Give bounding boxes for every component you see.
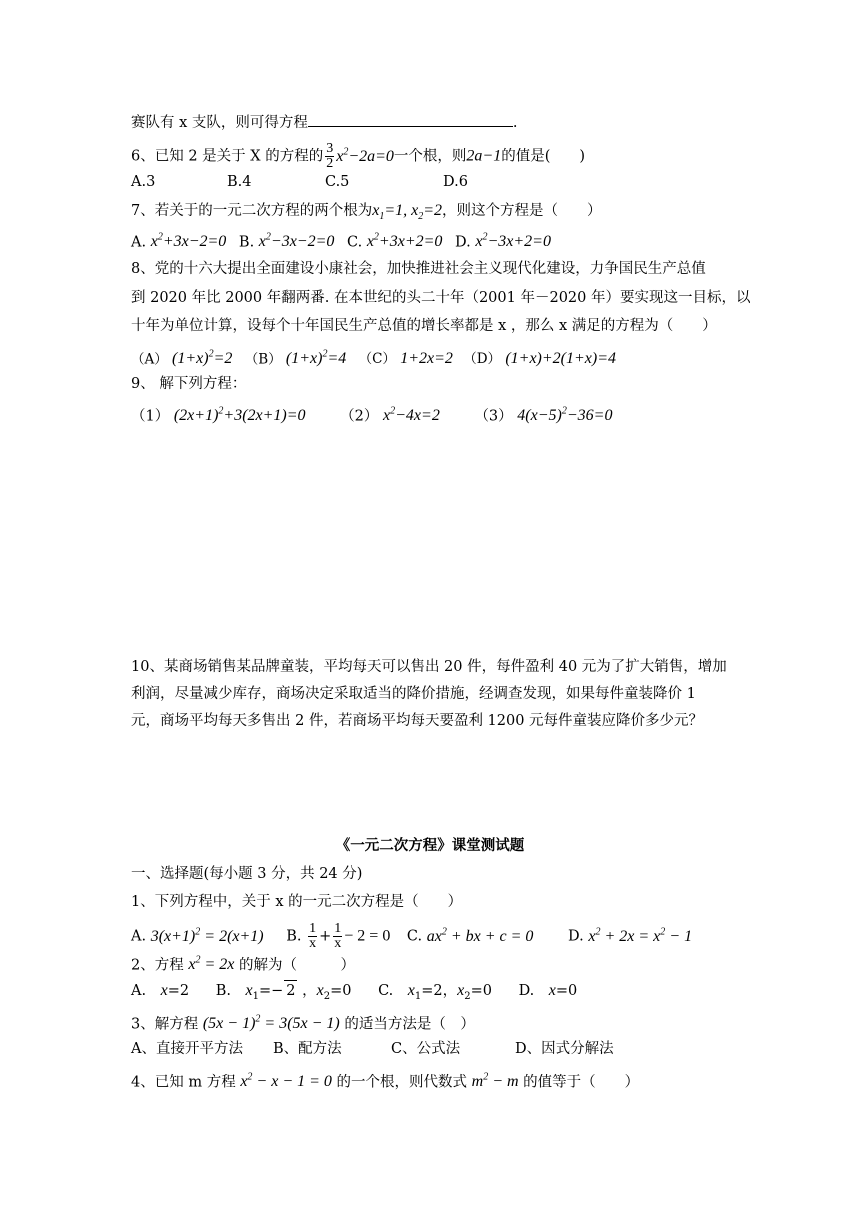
s2-question-1-options xyxy=(131,922,692,951)
answer-blank[interactable] xyxy=(308,112,513,127)
q7-option-a[interactable]: A. $x^2+3x-2=0$ xyxy=(131,232,227,251)
q7-tail: ，则这个方程是（ ） xyxy=(442,203,602,219)
q6-text-c: 的值是( ) xyxy=(501,148,586,165)
question-9-items xyxy=(131,402,612,426)
q9-item-2: （2） $x^2-4x=2$ xyxy=(340,406,440,425)
q6-equation: $x^2-2a=0$ xyxy=(336,146,394,165)
s2-q3-option-a[interactable]: A、直接开平方法 xyxy=(131,1041,243,1057)
question-8-line-3: 十年为单位计算，设每个十年国民生产总值的增长率都是 x ，那么 x 满足的方程为（ ） xyxy=(131,318,717,334)
question-10-line-3: 元，商场平均每天多售出 2 件，若商场平均每天要盈利 1200 元每件童装应降价多少元？ xyxy=(131,713,704,729)
q7-option-c[interactable]: C. $x^2+3x+2=0$ xyxy=(347,232,443,251)
s2-q3-option-b[interactable]: B、配方法 xyxy=(273,1041,342,1057)
s2-q1-option-b[interactable]: B. $\frac{1}{x}$ + $\frac{1}{x}$ − 2 = 0 xyxy=(286,921,391,951)
q9-item-3: （3） $4(x-5)^2-36=0$ xyxy=(474,406,613,425)
q5-text: 赛队有 x 支队，则可得方程 xyxy=(131,115,308,131)
q7-option-b[interactable]: B. $x^2-3x-2=0$ xyxy=(238,232,335,251)
fraction-3-2: $\frac{3}{2}$ xyxy=(326,141,334,171)
s2-question-2-options xyxy=(131,980,577,1007)
s2-q1-option-c[interactable]: C. $ax^2$ + bx + c = 0 xyxy=(406,926,534,945)
s2-q2-option-c[interactable]: C. $x_1=2$，$x_2=0$ xyxy=(378,982,492,1002)
question-8-line-2: 到 2020 年比 2000 年翻两番. 在本世纪的头二十年（2001 年－2020 年）要实现这一目标，以 xyxy=(131,290,751,306)
s2-q1-option-a[interactable]: A. $3(x+1)^2 = 2(x+1)$ xyxy=(131,926,264,945)
question-5-tail xyxy=(131,112,518,133)
q6-text-a: 6、已知 2 是关于 X 的方程的 xyxy=(131,148,324,165)
q6-option-a[interactable]: A.3 xyxy=(131,174,156,190)
q6-option-c[interactable]: C.5 xyxy=(325,174,350,190)
s2-q3-option-c[interactable]: C、公式法 xyxy=(391,1041,461,1057)
s2-q2-option-a[interactable]: A. x=2 xyxy=(131,982,190,999)
s2-q2-option-d[interactable]: D. x=0 xyxy=(518,982,578,999)
s2-q1-option-d[interactable]: D. $x^2 + 2x = x^2 - 1$ xyxy=(568,926,693,945)
q6-text-b: 一个根，则 xyxy=(393,148,467,165)
section-title: 《一元二次方程》课堂测试题 xyxy=(335,837,525,854)
question-7 xyxy=(131,201,602,227)
q9-item-1: （1） $(2x+1)^2+3(2x+1)=0$ xyxy=(131,406,306,425)
question-8-options xyxy=(131,345,616,369)
q5-period: . xyxy=(512,115,518,131)
question-10-line-2: 利润，尽量减少库存，商场决定采取适当的降价措施，经调查发现，如果每件童装降价 1 xyxy=(131,686,696,702)
question-7-options xyxy=(131,228,551,252)
s2-question-1: 1、下列方程中，关于 x 的一元二次方程是（ ） xyxy=(131,894,463,910)
question-6 xyxy=(131,142,585,171)
q8-option-d[interactable]: （D） (1+x)+2(1+x)=4 xyxy=(463,350,617,368)
q7-option-d[interactable]: D. $x^2-3x+2=0$ xyxy=(455,232,551,251)
s2-question-2: 2、方程 $x^2 = 2x$ 的解为（ ） xyxy=(131,955,355,974)
q6-option-b[interactable]: B.4 xyxy=(227,174,252,190)
question-8-line-1: 8、党的十六大提出全面建设小康社会，加快推进社会主义现代化建设，力争国民生产总值 xyxy=(131,261,706,277)
q8-option-a[interactable]: （A） $(1+x)^2=2$ xyxy=(131,349,233,368)
s2-q3-option-d[interactable]: D、因式分解法 xyxy=(515,1041,614,1057)
s2-question-3-options xyxy=(131,1039,614,1059)
question-9: 9、 解下列方程： xyxy=(131,376,247,392)
question-6-options xyxy=(131,172,468,192)
q6-option-d[interactable]: D.6 xyxy=(443,174,468,190)
q7-text: 7、若关于的一元二次方程的两个根为 xyxy=(131,203,373,219)
s2-question-4: 4、已知 m 方程 $x^2 - x - 1 = 0$ 的一个根，则代数式 $m^2 - m$ 的值等于（ ） xyxy=(131,1072,640,1091)
q7-roots: $x_1=1$, $x_2=2$ xyxy=(372,202,443,223)
s2-q2-option-b[interactable]: B. $x_1=- 2$ ，$x_2=0$ xyxy=(215,982,352,1002)
q8-option-b[interactable]: （B） $(1+x)^2=4$ xyxy=(244,349,347,368)
question-10-line-1: 10、某商场销售某品牌童装，平均每天可以售出 20 件，每件盈利 40 元为了扩大销售，增加 xyxy=(131,659,727,675)
q8-option-c[interactable]: （C） 1+2x=2 xyxy=(358,350,453,368)
s2-question-3: 3、解方程 $(5x - 1)^2 = 3(5x - 1)$ 的适当方法是（ ） xyxy=(131,1014,475,1033)
part-1-heading: 一、选择题(每小题 3 分，共 24 分) xyxy=(131,866,363,882)
q6-expression: 2a−1 xyxy=(466,147,502,165)
